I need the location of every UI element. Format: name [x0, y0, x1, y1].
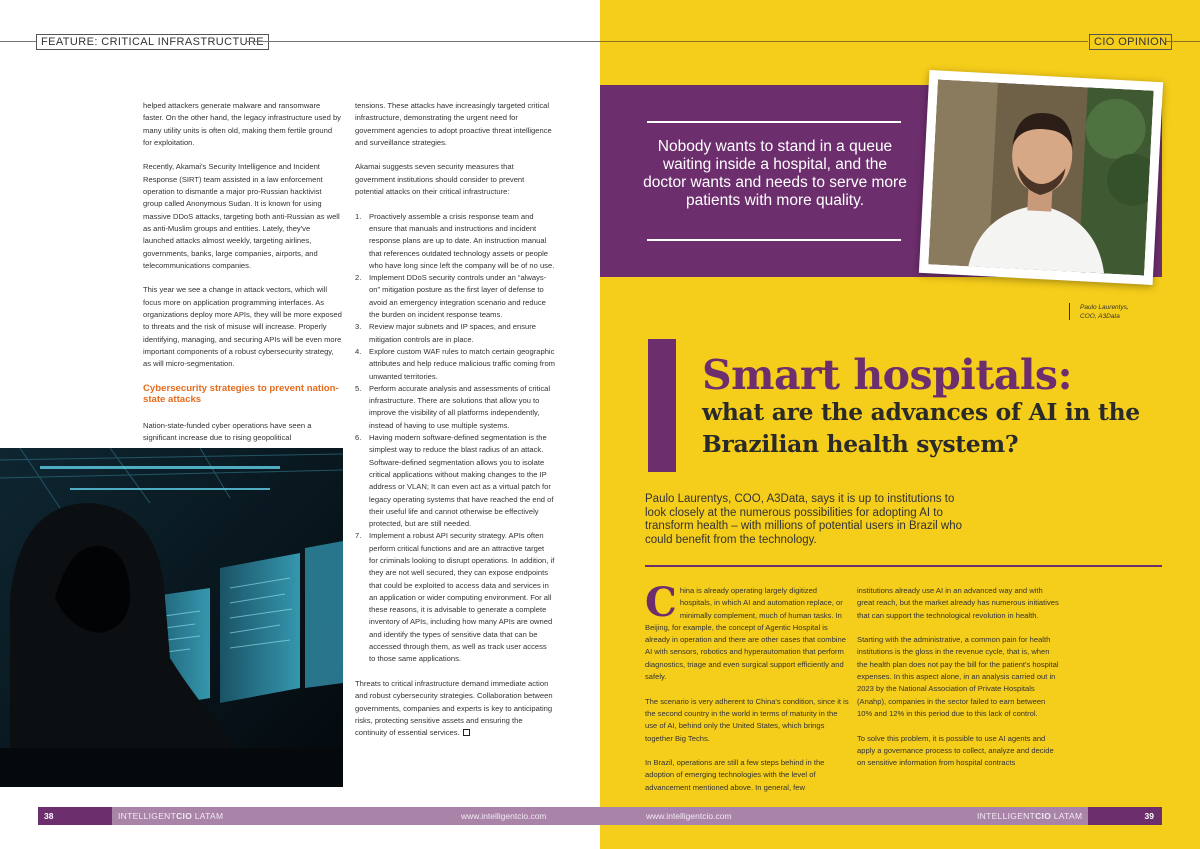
body-paragraph: To solve this problem, it is possible to use AI agents and apply a governance process to collect, analyze and decide on sensitive information from hospital contracts [857, 733, 1054, 768]
header-rule [1166, 41, 1200, 42]
header-rule [247, 41, 600, 42]
body-paragraph: institutions already use AI in an advanced way and with great reach, but the market already has numerous initiatives that can support the technological revolution in health. [857, 586, 1059, 620]
body-paragraph: The scenario is very adherent to China's condition, since it is the second country in the world in terms of maturity in the use of AI, behind only the United States, which brings together Big Techs. [645, 696, 849, 743]
first-paragraph [645, 579, 850, 683]
brand-suffix: LATAM [192, 811, 224, 821]
brand-bold: CIO [176, 811, 193, 821]
left-column-b [355, 100, 555, 752]
page-number: 38 [38, 807, 112, 825]
left-column-a [143, 100, 343, 457]
list-text: Having modern software-defined segmentation is the simplest way to reduce the blast radius of an attack. Software-defined segmentation allows you to isolate critical applications without making changes to the IP address or VLAN; It can even act as a virtual patch for legacy operating systems that have reached the end of their useful life and cannot otherwise be effectively protected, but are still needed. [369, 433, 554, 529]
list-item [355, 272, 555, 321]
list-item [355, 211, 555, 272]
caption-role: COO, A3Data [1080, 312, 1120, 320]
caption-bar [1069, 303, 1070, 320]
list-text: Implement a robust API security strategy. APIs often perform critical functions and are an attractive target for criminals looking to disrupt operations. In addition, if they are not well secured, they can expose endpoints that could be exploited to access data and services in an application or wider computing environment. For all these reasons, it is advisable to generate a complete inventory of APIs, including how many APIs are owned and identify the types of sensitive data that can be accessed through them, as well as track user access to those same applications. [369, 531, 555, 664]
body-paragraph: Recently, Akamai's Security Intelligence and Incident Response (SIRT) team assisted in a law enforcement operation to dismantle a major pro-Russian hacktivist group called Anonymous Sudan. It is known for using massive DDoS attacks, targeting both anti-Russian as well as anti-Muslim groups and entities. Lately, they've launched attacks almost weekly, targeting airlines, governments, banks, large companies, airports, and telecommunications companies. [143, 162, 340, 270]
list-number: 6. [355, 433, 362, 443]
list-number: 3. [355, 322, 362, 332]
right-column-b [857, 585, 1062, 782]
title-accent-bar [648, 339, 676, 472]
body-paragraph: helped attackers generate malware and ransomware faster. On the other hand, the legacy infrastructure used by many utility units is often old, making them fertile ground for exploitation. [143, 101, 341, 147]
closing-text: Threats to critical infrastructure demand immediate action and robust cybersecurity strategies. Collaboration between governments, companies and experts is key to anticipating risks, protecting sensitive assets and ensuring the continuity of essential services. [355, 678, 553, 738]
list-text: Perform accurate analysis and assessments of critical infrastructure. There are solutions that allow you to improve the visibility of all platforms independently, instead of having to use multiple systems. [369, 383, 551, 430]
list-item [355, 383, 555, 432]
list-number: 5. [355, 383, 362, 393]
list-item [355, 321, 555, 346]
section-heading: Cybersecurity strategies to prevent nation-state attacks [143, 382, 339, 406]
magazine-brand [977, 807, 1082, 825]
body-paragraph: Nation-state-funded cyber operations have seen a significant increase due to rising geopolitical [143, 420, 312, 443]
brand-prefix: INTELLIGENT [118, 811, 177, 821]
brand-suffix: LATAM [1051, 811, 1083, 821]
standfirst-divider [645, 565, 1162, 567]
hooded-hacker-photo [0, 448, 343, 787]
body-paragraph: Akamai suggests seven security measures that government institutions should consider to prevent potential attacks on their critical infrastructure: [355, 162, 525, 197]
footer-url: www.intelligentcio.com [646, 811, 732, 821]
closing-paragraph [355, 678, 555, 739]
list-item [355, 530, 555, 665]
magazine-brand [118, 807, 223, 825]
header-rule [0, 41, 36, 42]
list-text: Proactively assemble a crisis response team and ensure that manuals and instructions and incident response plans are up to date. An instruction manual that references outdated technology assets or people who have long since left the company will be of no use. [369, 211, 555, 270]
list-number: 7. [355, 531, 362, 541]
brand-bold: CIO [1035, 811, 1052, 821]
quote-rule-top [647, 121, 901, 123]
section-label-opinion: CIO OPINION [1089, 34, 1172, 50]
body-paragraph: This year we see a change in attack vectors, which will focus more on application programming interfaces. As organizations deploy more APIs, they will be more exposed to threats and the risk of misuse will increase. Properly identifying, managing, and securing APIs will be even more important components of a robust cybersecurity strategy, as will micro-segmentation. [143, 285, 342, 369]
author-photo-frame [919, 70, 1163, 285]
author-photo [928, 79, 1153, 275]
list-number: 4. [355, 346, 362, 356]
list-text: Review major subnets and IP spaces, and ensure mitigation controls are in place. [369, 322, 537, 344]
pull-quote: Nobody wants to stand in a queue waiting inside a hospital, and the doctor wants and needs to serve more patients with more quality. [643, 138, 907, 209]
caption-name: Paulo Laurentys, [1080, 304, 1129, 311]
section-label-feature: FEATURE: CRITICAL INFRASTRUCTURE [36, 34, 269, 50]
header-rule [600, 41, 1088, 42]
footer-url: www.intelligentcio.com [461, 811, 547, 821]
list-number: 1. [355, 211, 362, 221]
right-column-a [645, 579, 850, 806]
drop-cap: C [645, 579, 677, 626]
list-number: 2. [355, 273, 362, 283]
list-item [355, 432, 555, 530]
list-text: Implement DDoS security controls under an “always-on” mitigation posture as the first layer of defense to avoid an emergency integration scenario and reduce the burden on incident response teams. [369, 273, 547, 320]
article-title: Smart hospitals: [702, 351, 1073, 399]
article-standfirst: Paulo Laurentys, COO, A3Data, says it is up to institutions to look closely at the numerous possibilities for adopting AI to transform health – with millions of potential users in Brazil who could benefit from the technology. [645, 493, 963, 546]
list-item [355, 346, 555, 383]
footer-right [600, 807, 1162, 825]
quote-rule-bottom [647, 239, 901, 241]
end-of-article-icon [463, 729, 470, 736]
security-measures-list [355, 211, 555, 666]
list-text: Explore custom WAF rules to match certain geographic attributes and help reduce malicious traffic coming from unwanted territories. [369, 346, 555, 381]
footer-left [38, 807, 600, 825]
body-paragraph: tensions. These attacks have increasingly targeted critical infrastructure, demonstrating the urgent need for government agencies to adopt proactive threat intelligence and surveillance strategies. [355, 101, 552, 147]
body-paragraph: In Brazil, operations are still a few steps behind in the adoption of emerging technologies with the level of advancement mentioned above. In general, few [645, 758, 825, 792]
body-paragraph: Starting with the administrative, a common pain for health institutions is the gloss in the revenue cycle, that is, when the health plan does not pay the bill for the patient's hospital expenses. In this aspect alone, in an analysis carried out in 2023 by the National Association of Private Hospitals (Anahp), companies in the sector failed to earn between 10% and 12% in this period due to this lack of control. [857, 635, 1059, 718]
brand-prefix: INTELLIGENT [977, 811, 1036, 821]
article-subtitle: what are the advances of AI in the Brazilian health system? [702, 398, 1140, 458]
photo-caption [1080, 304, 1129, 321]
page-number: 39 [1088, 807, 1162, 825]
first-paragraph-text: hina is already operating largely digitized hospitals, in which AI and automation replace, or minimally complement, much of human tasks. In Beijing, for example, the concept of Agentic Hospital is already in operation and there are other cases that combine AI with sensors, robotics and hyperautomation that perform diagnostics, triage and even surgical support efficiently and safely. [645, 586, 846, 682]
